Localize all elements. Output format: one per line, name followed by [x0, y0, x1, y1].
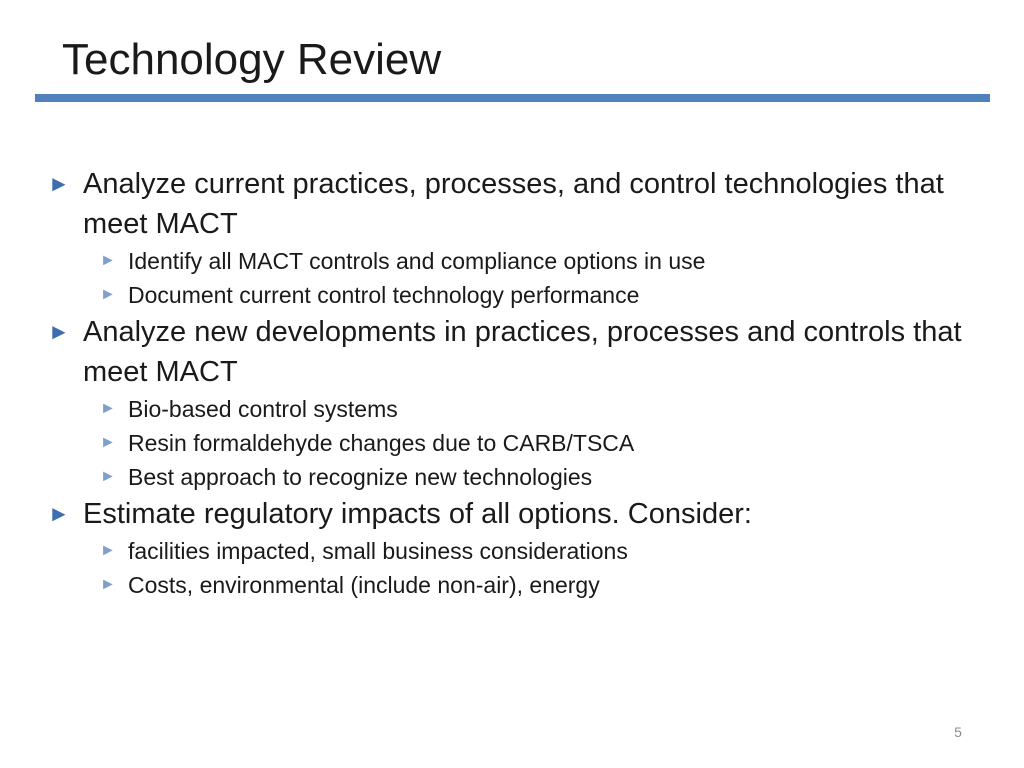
bullet-text: Analyze current practices, processes, and control technologies that meet MACT [83, 168, 944, 240]
bullet-item [48, 312, 988, 392]
sub-bullet-arrow-icon: ► [100, 542, 116, 559]
sub-bullet-item [48, 568, 988, 602]
sub-bullet-text: Costs, environmental (include non-air), energy [128, 572, 600, 598]
sub-bullet-text: facilities impacted, small business considerations [128, 538, 628, 564]
sub-bullet-arrow-icon: ► [100, 576, 116, 593]
sub-bullet-arrow-icon: ► [100, 286, 116, 303]
bullet-arrow-icon: ► [48, 171, 70, 196]
sub-bullet-text: Best approach to recognize new technologies [128, 464, 593, 490]
bullet-text: Analyze new developments in practices, processes and controls that meet MACT [83, 316, 962, 388]
sub-bullet-item [48, 426, 988, 460]
sub-bullet-text: Resin formaldehyde changes due to CARB/TSCA [128, 430, 635, 456]
sub-bullet-item [48, 392, 988, 426]
sub-bullet-arrow-icon: ► [100, 400, 116, 417]
bullet-list [48, 164, 988, 602]
sub-bullet-text: Bio-based control systems [128, 396, 398, 422]
bullet-text: Estimate regulatory impacts of all options. Consider: [83, 498, 752, 530]
sub-bullet-arrow-icon: ► [100, 468, 116, 485]
page-number: 5 [954, 724, 962, 740]
sub-bullet-item [48, 460, 988, 494]
bullet-item [48, 494, 988, 534]
sub-bullet-arrow-icon: ► [100, 252, 116, 269]
bullet-arrow-icon: ► [48, 501, 70, 526]
sub-bullet-item [48, 244, 988, 278]
sub-bullet-item [48, 278, 988, 312]
bullet-item [48, 164, 988, 244]
slide-title: Technology Review [62, 35, 442, 84]
sub-bullet-item [48, 534, 988, 568]
sub-bullet-text: Identify all MACT controls and compliance options in use [128, 248, 706, 274]
sub-bullet-arrow-icon: ► [100, 434, 116, 451]
sub-bullet-text: Document current control technology performance [128, 282, 640, 308]
title-divider [35, 94, 990, 102]
bullet-arrow-icon: ► [48, 319, 70, 344]
